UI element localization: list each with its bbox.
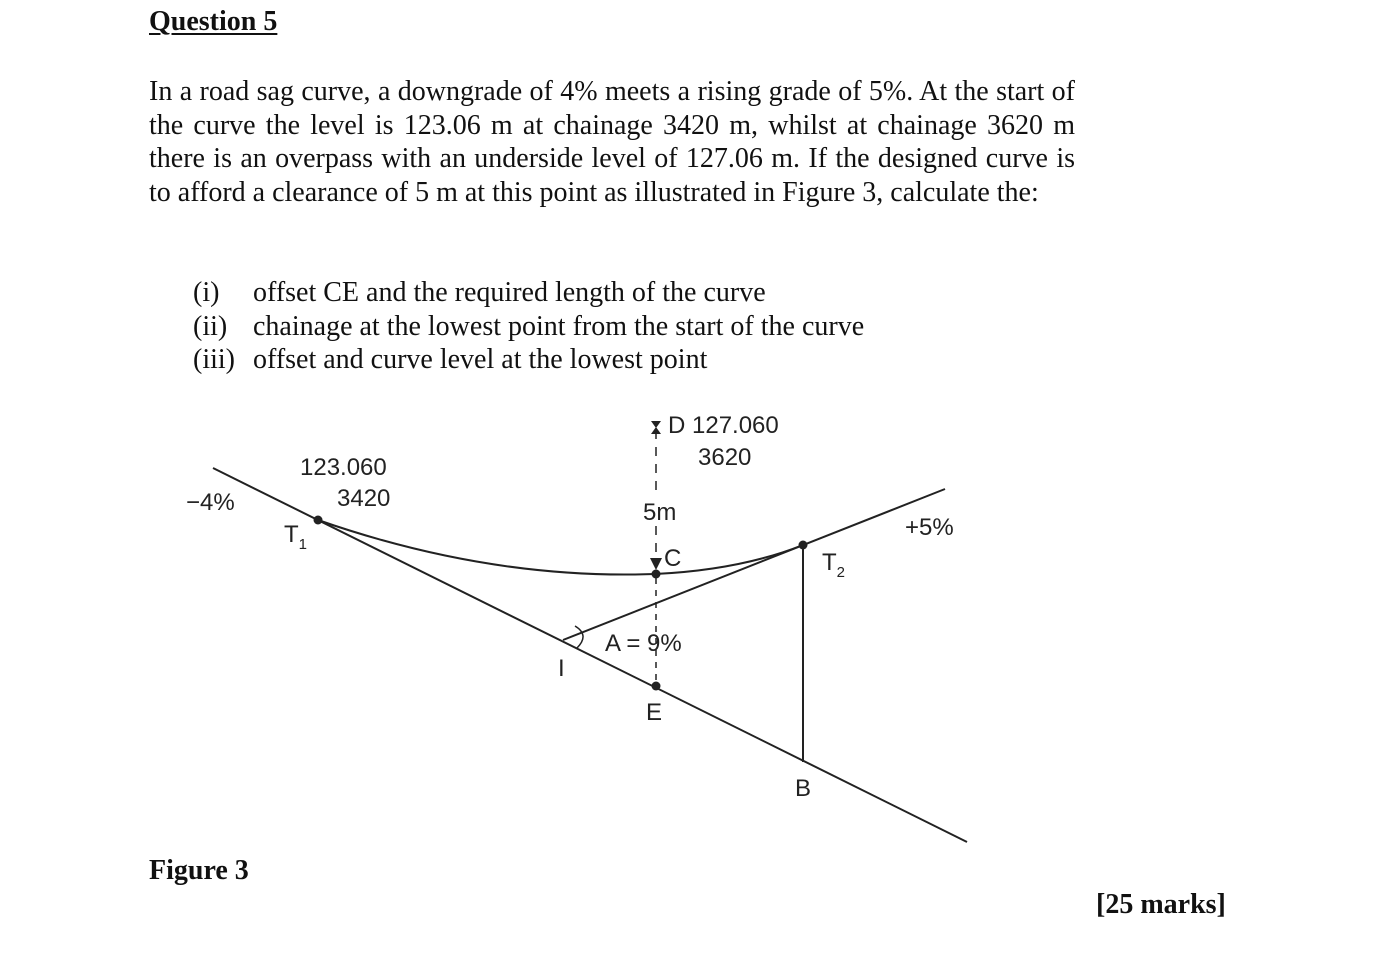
e-point — [652, 682, 661, 691]
marks-label: [25 marks] — [1096, 889, 1226, 920]
t2-point — [799, 541, 808, 550]
start-level-label: 123.060 — [300, 454, 387, 481]
sub-question-text: offset CE and the required length of the curve — [253, 277, 766, 308]
t2-label-main: T — [822, 549, 837, 576]
downgrade-label: −4% — [186, 489, 235, 516]
question-text: In a road sag curve, a downgrade of 4% meets a rising grade of 5%. At the start of the curve the level is 123.06 m at chainage 3420 m, whilst at chainage 3620 m there is an overpass with an underside level of 127.06 m. If the designed curve is to afford a clearance of 5 m at this point as illustrated in Figure 3, calculate the: — [149, 76, 1075, 208]
c-label: C — [664, 545, 682, 572]
angle-label: A = 9% — [605, 630, 682, 657]
overpass-chainage-label: 3620 — [698, 444, 752, 471]
question-title: Question 5 — [149, 6, 278, 37]
c-point — [652, 570, 661, 579]
d-arrow-up — [651, 421, 661, 428]
t1-label-main: T — [284, 521, 299, 548]
sub-question-text: chainage at the lowest point from the start of the curve — [253, 310, 865, 342]
d-arrow-down — [651, 427, 661, 434]
clearance-label: 5m — [643, 499, 677, 526]
t2-label-sub: 2 — [836, 564, 846, 581]
t2-label — [822, 549, 845, 581]
t1-label — [284, 521, 307, 553]
upgrade-line — [563, 489, 945, 640]
sub-question-number: (iii) — [193, 344, 235, 375]
figure-caption: Figure 3 — [149, 855, 249, 886]
e-label: E — [646, 699, 663, 726]
sub-question-text: offset and curve level at the lowest point — [253, 344, 708, 375]
start-chainage-label: 3420 — [337, 485, 391, 512]
angle-arc — [575, 626, 583, 648]
upgrade-label: +5% — [905, 514, 954, 541]
b-label: B — [795, 775, 812, 802]
sub-question-number: (i) — [193, 277, 220, 308]
overpass-label: D 127.060 — [668, 412, 779, 439]
i-label: I — [558, 655, 565, 682]
sag-curve — [318, 520, 803, 575]
c-arrow — [650, 558, 662, 570]
sub-question-number: (ii) — [193, 310, 228, 342]
t1-label-sub: 1 — [298, 536, 308, 553]
t1-point — [314, 516, 323, 525]
